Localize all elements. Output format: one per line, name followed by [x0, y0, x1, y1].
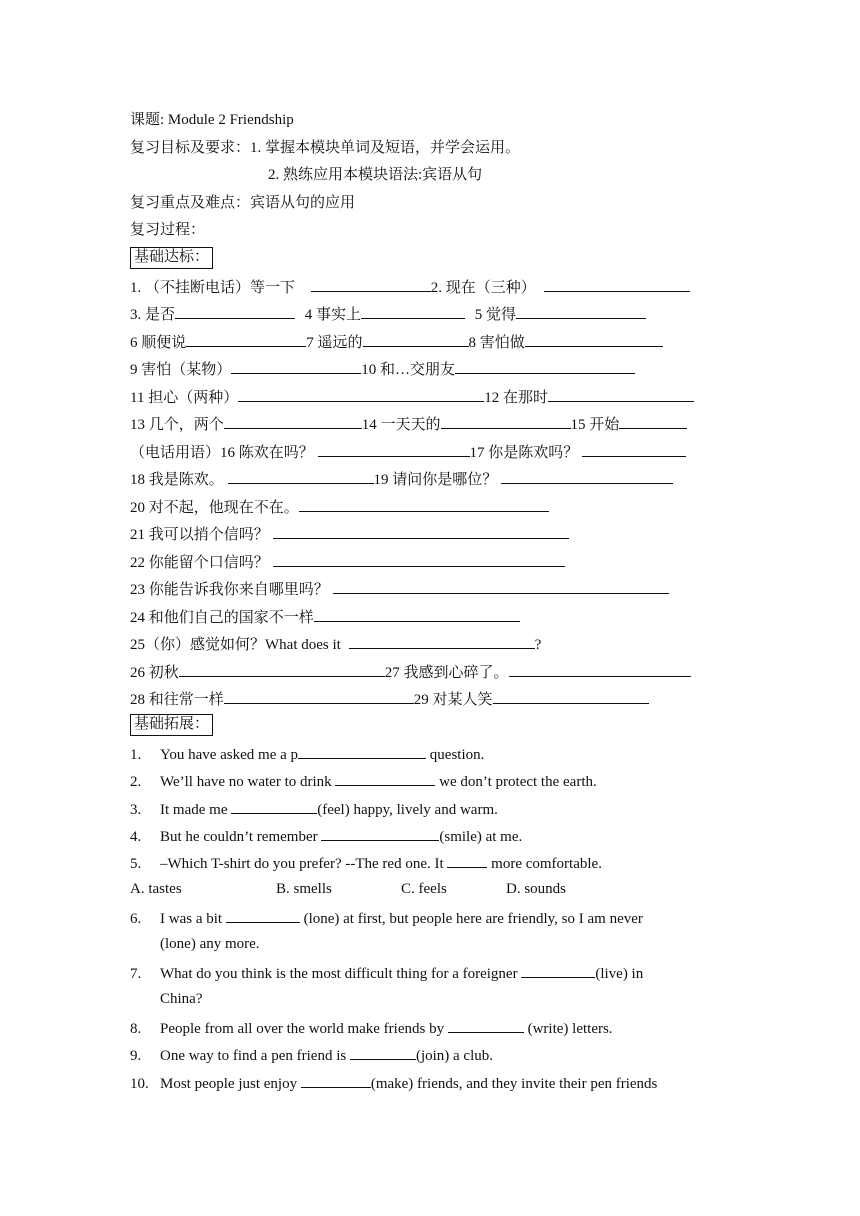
- vocab-row-4: [130, 355, 635, 379]
- vocab-row-14: [130, 630, 541, 654]
- vocab-item: 4 事实上: [304, 307, 362, 323]
- vocab-row-16: [130, 685, 649, 709]
- vocab-item: 1. （不挂断电话）等一下: [130, 280, 296, 296]
- question-number: 10.: [130, 1076, 149, 1092]
- exercise-5: [130, 849, 602, 873]
- vocab-item: 6 顺便说: [130, 335, 187, 351]
- vocab-item: 9 害怕（某物）: [130, 362, 232, 378]
- vocab-item: 27 我感到心碎了。: [384, 665, 509, 681]
- answer-blank[interactable]: [350, 1041, 416, 1060]
- exercise-1: [130, 740, 484, 764]
- answer-blank[interactable]: [619, 410, 687, 429]
- exercise-8: [130, 1014, 613, 1038]
- question-text: (live) in: [595, 966, 644, 982]
- vocab-item: 24 和他们自己的国家不一样: [130, 610, 314, 626]
- question-text: What do you think is the most difficult thing for a foreigner: [160, 966, 522, 982]
- answer-blank[interactable]: [516, 300, 646, 319]
- vocab-row-9: [130, 493, 549, 517]
- answer-blank[interactable]: [299, 493, 549, 512]
- question-text: You have asked me a p: [160, 747, 299, 763]
- answer-blank[interactable]: [521, 959, 595, 978]
- exercise-2: [130, 767, 597, 791]
- answer-blank[interactable]: [301, 1069, 371, 1088]
- exercise-6-cont: (lone) any more.: [160, 936, 260, 952]
- question-text: Most people just enjoy: [160, 1076, 301, 1092]
- answer-blank[interactable]: [179, 658, 385, 677]
- answer-blank[interactable]: [224, 685, 414, 704]
- question-number: 5.: [130, 856, 142, 872]
- vocab-item: 29 对某人笑: [413, 692, 493, 708]
- vocab-row-11: [130, 548, 565, 572]
- answer-blank[interactable]: [361, 300, 465, 319]
- vocab-row-8: [130, 465, 673, 489]
- answer-blank[interactable]: [186, 328, 306, 347]
- answer-blank[interactable]: [333, 575, 669, 594]
- answer-blank[interactable]: [314, 603, 520, 622]
- goal-label: 复习目标及要求：: [130, 140, 251, 156]
- option-c[interactable]: C. feels: [401, 881, 447, 897]
- vocab-row-1: [130, 273, 690, 297]
- answer-blank[interactable]: [441, 410, 571, 429]
- answer-blank[interactable]: [548, 383, 694, 402]
- question-text: question.: [426, 747, 485, 763]
- answer-blank[interactable]: [525, 328, 663, 347]
- focus-line: 复习重点及难点：宾语从句的应用: [130, 195, 356, 211]
- answer-blank[interactable]: [228, 465, 374, 484]
- question-number: 8.: [130, 1021, 142, 1037]
- vocab-item: 25（你）感觉如何？What does it: [130, 637, 341, 653]
- question-number: 6.: [130, 911, 142, 927]
- answer-blank[interactable]: [298, 740, 426, 759]
- vocab-item: 2. 现在（三种）: [430, 280, 536, 296]
- vocab-item: 20 对不起，他现在不在。: [130, 500, 299, 516]
- exercise-9: [130, 1041, 493, 1065]
- answer-blank[interactable]: [273, 548, 565, 567]
- vocab-item: 22 你能留个口信吗？: [130, 555, 269, 571]
- question-text: (write) letters.: [523, 1021, 613, 1037]
- question-text: more comfortable.: [487, 856, 602, 872]
- exercise-6: [130, 904, 643, 928]
- answer-blank[interactable]: [447, 849, 487, 868]
- answer-blank[interactable]: [226, 904, 300, 923]
- question-number: 1.: [130, 747, 142, 763]
- answer-blank[interactable]: [363, 328, 469, 347]
- question-text: People from all over the world make friends by: [160, 1021, 448, 1037]
- answer-blank[interactable]: [501, 465, 673, 484]
- vocab-item: 10 和…交朋友: [361, 362, 456, 378]
- answer-blank[interactable]: [238, 383, 484, 402]
- vocab-item: 17 你是陈欢吗？: [469, 445, 579, 461]
- vocab-row-13: [130, 603, 520, 627]
- vocab-row-5: [130, 383, 694, 407]
- question-text: (make) friends, and they invite their pen friends: [370, 1076, 658, 1092]
- question-number: 7.: [130, 966, 142, 982]
- topic-line: 课题: Module 2 Friendship: [130, 112, 294, 128]
- vocab-row-7: [130, 438, 686, 462]
- vocab-item: 28 和往常一样: [130, 692, 224, 708]
- vocab-item: 5 觉得: [474, 307, 517, 323]
- answer-blank[interactable]: [231, 355, 361, 374]
- vocab-row-6: [130, 410, 687, 434]
- vocab-item: 3. 是否: [130, 307, 176, 323]
- answer-blank[interactable]: [311, 273, 431, 292]
- question-text: We’ll have no water to drink: [160, 774, 336, 790]
- section-title-box: 基础达标：: [130, 247, 213, 269]
- vocab-item: 15 开始: [570, 417, 620, 433]
- answer-blank[interactable]: [231, 795, 317, 814]
- vocab-item: 23 你能告诉我你来自哪里吗？: [130, 582, 329, 598]
- question-number: 4.: [130, 829, 142, 845]
- vocab-row-3: [130, 328, 663, 352]
- question-number: 2.: [130, 774, 142, 790]
- vocab-item: 7 遥远的: [306, 335, 363, 351]
- answer-blank[interactable]: [448, 1014, 524, 1033]
- vocab-row-10: [130, 520, 569, 544]
- vocab-item: 19 请问你是哪位？: [373, 472, 498, 488]
- question-text: (feel) happy, lively and warm.: [317, 802, 498, 818]
- vocab-item: 14 一天天的: [361, 417, 441, 433]
- vocab-row-2: [130, 300, 646, 324]
- section-title-box: 基础拓展：: [130, 714, 213, 736]
- vocab-row-12: [130, 575, 669, 599]
- section-extend-title: [130, 712, 213, 736]
- answer-blank[interactable]: [335, 767, 435, 786]
- goal-1: 1. 掌握本模块单词及短语，并学会运用。: [250, 140, 521, 156]
- option-a[interactable]: A. tastes: [130, 881, 182, 897]
- question-text: (join) a club.: [415, 1048, 494, 1064]
- exercise-10: [130, 1069, 657, 1093]
- option-d[interactable]: D. sounds: [506, 881, 567, 897]
- option-b[interactable]: B. smells: [276, 881, 332, 897]
- vocab-item: 11 担心（两种）: [130, 390, 239, 406]
- question-text: (lone) at first, but people here are friendly, so I am never: [299, 911, 643, 927]
- question-text: I was a bit: [160, 911, 226, 927]
- goal-2: 2. 熟练应用本模块语法:宾语从句: [268, 167, 483, 183]
- question-text: But he couldn’t remember: [160, 829, 322, 845]
- answer-blank[interactable]: [582, 438, 686, 457]
- vocab-item: 13 几个，两个: [130, 417, 224, 433]
- vocab-item: 18 我是陈欢。: [130, 472, 224, 488]
- answer-blank[interactable]: [224, 410, 362, 429]
- question-text: It made me: [160, 802, 232, 818]
- vocab-item: ?: [534, 637, 542, 653]
- vocab-item: 12 在那时: [484, 390, 548, 406]
- answer-blank[interactable]: [318, 438, 470, 457]
- answer-blank[interactable]: [321, 822, 439, 841]
- answer-blank[interactable]: [509, 658, 691, 677]
- question-number: 9.: [130, 1048, 142, 1064]
- answer-blank[interactable]: [349, 630, 535, 649]
- process-line: 复习过程：: [130, 222, 206, 238]
- answer-blank[interactable]: [273, 520, 569, 539]
- exercise-7: [130, 959, 643, 983]
- answer-blank[interactable]: [175, 300, 295, 319]
- question-text: (smile) at me.: [439, 829, 523, 845]
- answer-blank[interactable]: [493, 685, 649, 704]
- question-number: 3.: [130, 802, 142, 818]
- vocab-item: 26 初秋: [130, 665, 179, 681]
- vocab-item: 8 害怕做: [468, 335, 525, 351]
- vocab-row-15: [130, 658, 691, 682]
- vocab-item: 21 我可以捎个信吗？: [130, 527, 269, 543]
- exercise-4: [130, 822, 522, 846]
- section-basic-title: [130, 245, 213, 269]
- goal-line-1: [130, 136, 520, 160]
- question-text: we don’t protect the earth.: [435, 774, 597, 790]
- question-text: –Which T-shirt do you prefer? --The red one. It: [160, 856, 448, 872]
- vocab-item: （电话用语）16 陈欢在吗？: [130, 445, 314, 461]
- answer-blank[interactable]: [544, 273, 690, 292]
- exercise-7-cont: China?: [160, 991, 203, 1007]
- answer-blank[interactable]: [455, 355, 635, 374]
- exercise-3: [130, 795, 498, 819]
- exercise-5-options: [130, 877, 566, 901]
- question-text: One way to find a pen friend is: [160, 1048, 350, 1064]
